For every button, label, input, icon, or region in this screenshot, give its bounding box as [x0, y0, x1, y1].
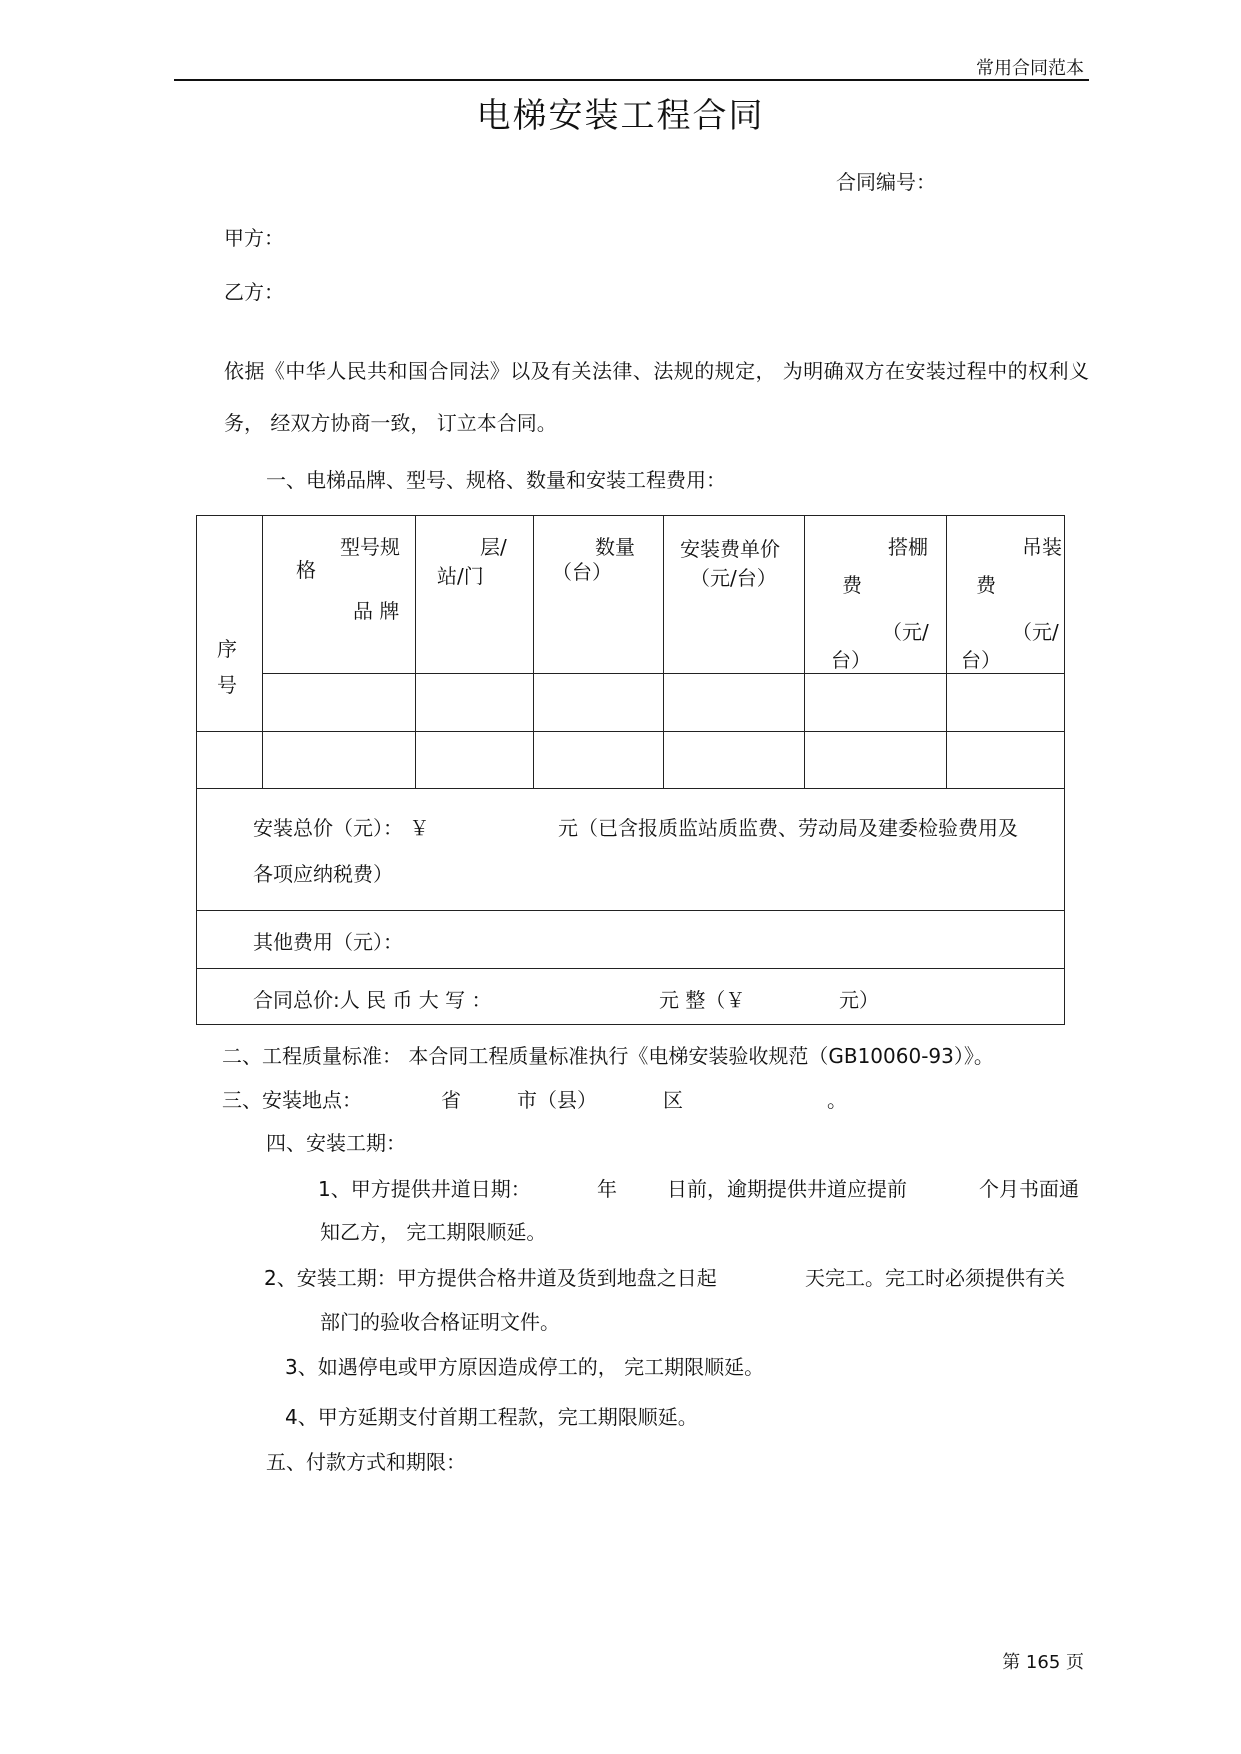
table-vline	[804, 516, 805, 788]
col-header-qty: 数量	[595, 535, 635, 559]
contract-total-mid: 元 整（￥	[659, 988, 746, 1012]
party-b-label: 乙方：	[224, 280, 284, 304]
page-number: 第 165 页	[1002, 1652, 1084, 1673]
section-4-item-1-line2: 知乙方， 完工期限顺延。	[320, 1220, 547, 1244]
section-4-item-2b: 天完工。完工时必须提供有关	[805, 1266, 1065, 1290]
table-vline	[262, 516, 263, 788]
party-a-label: 甲方：	[224, 226, 284, 250]
col-header-hoist-2: 费	[976, 573, 996, 597]
col-header-brand: 品 牌	[353, 599, 400, 623]
section-3-end: 。	[827, 1088, 847, 1112]
other-fees-label: 其他费用（元）：	[253, 930, 403, 954]
col-header-seq-2: 号	[217, 673, 237, 697]
table-vline	[663, 516, 664, 788]
col-header-scaffold-2: 费	[842, 573, 862, 597]
total-install-suffix: 元（已含报质监站质监费、劳动局及建委检验费用及	[558, 816, 1018, 840]
table-hline	[197, 788, 1064, 789]
header-rule	[174, 79, 1089, 81]
section-4-item-1-year: 年	[597, 1177, 617, 1201]
col-header-unit-fee-2: （元/台）	[690, 566, 777, 590]
table-vline	[415, 516, 416, 788]
section-4-item-3: 3、如遇停电或甲方原因造成停工的， 完工期限顺延。	[285, 1355, 765, 1379]
section-4-item-1b: 日前，逾期提供井道应提前	[667, 1177, 907, 1201]
section-4-item-2a: 2、安装工期：甲方提供合格井道及货到地盘之日起	[264, 1266, 717, 1290]
preamble-paragraph: 依据《中华人民共和国合同法》以及有关法律、法规的规定， 为明确双方在安装过程中的权利义务， 经双方协商一致， 订立本合同。	[224, 359, 1089, 435]
col-header-unit-fee: 安装费单价	[680, 537, 780, 561]
section-3-district: 区	[663, 1088, 683, 1112]
col-header-floors-2: 站/门	[437, 564, 484, 588]
col-header-hoist: 吊装	[1022, 535, 1062, 559]
col-header-scaffold-3: （元/	[882, 620, 929, 644]
table-vline	[946, 516, 947, 788]
col-header-model: 型号规	[340, 535, 400, 559]
col-header-floors: 层/	[480, 535, 507, 559]
section-1-heading: 一、电梯品牌、型号、规格、数量和安装工程费用：	[266, 468, 726, 492]
section-2-text: 二、工程质量标准： 本合同工程质量标准执行《电梯安装验收规范（GB10060-93）》。	[222, 1044, 994, 1068]
col-header-qty-2: （台）	[552, 560, 612, 584]
section-4-item-2-line2: 部门的验收合格证明文件。	[320, 1310, 560, 1334]
section-3-province: 省	[441, 1088, 461, 1112]
section-4-item-1a: 1、甲方提供井道日期：	[318, 1177, 531, 1201]
col-header-scaffold-4: 台）	[831, 648, 871, 672]
col-header-model-2: 格	[296, 558, 316, 582]
contract-total-label: 合同总价:人 民 币 大 写 ：	[253, 988, 492, 1012]
section-3-label: 三、安装地点：	[222, 1088, 362, 1112]
section-5-heading: 五、付款方式和期限：	[266, 1450, 466, 1474]
table-hline	[197, 968, 1064, 969]
total-install-label: 安装总价（元）： ￥	[253, 816, 430, 840]
col-header-hoist-3: （元/	[1012, 620, 1059, 644]
contract-total-end: 元）	[839, 988, 879, 1012]
table-hline	[262, 673, 1065, 674]
section-4-item-1c: 个月书面通	[979, 1177, 1079, 1201]
fee-table	[196, 515, 1065, 1025]
table-hline	[197, 731, 1064, 732]
section-3-city: 市（县）	[517, 1088, 597, 1112]
col-header-hoist-4: 台）	[961, 648, 1001, 672]
table-vline	[533, 516, 534, 788]
total-install-line2: 各项应纳税费）	[253, 862, 393, 886]
col-header-seq: 序	[217, 637, 237, 661]
col-header-scaffold: 搭棚	[888, 535, 928, 559]
section-4-heading: 四、安装工期：	[266, 1131, 406, 1155]
table-hline	[197, 910, 1064, 911]
running-header: 常用合同范本	[976, 58, 1084, 79]
contract-number-label: 合同编号：	[836, 170, 936, 194]
document-title: 电梯安装工程合同	[476, 96, 765, 136]
section-4-item-4: 4、甲方延期支付首期工程款，完工期限顺延。	[285, 1405, 698, 1429]
